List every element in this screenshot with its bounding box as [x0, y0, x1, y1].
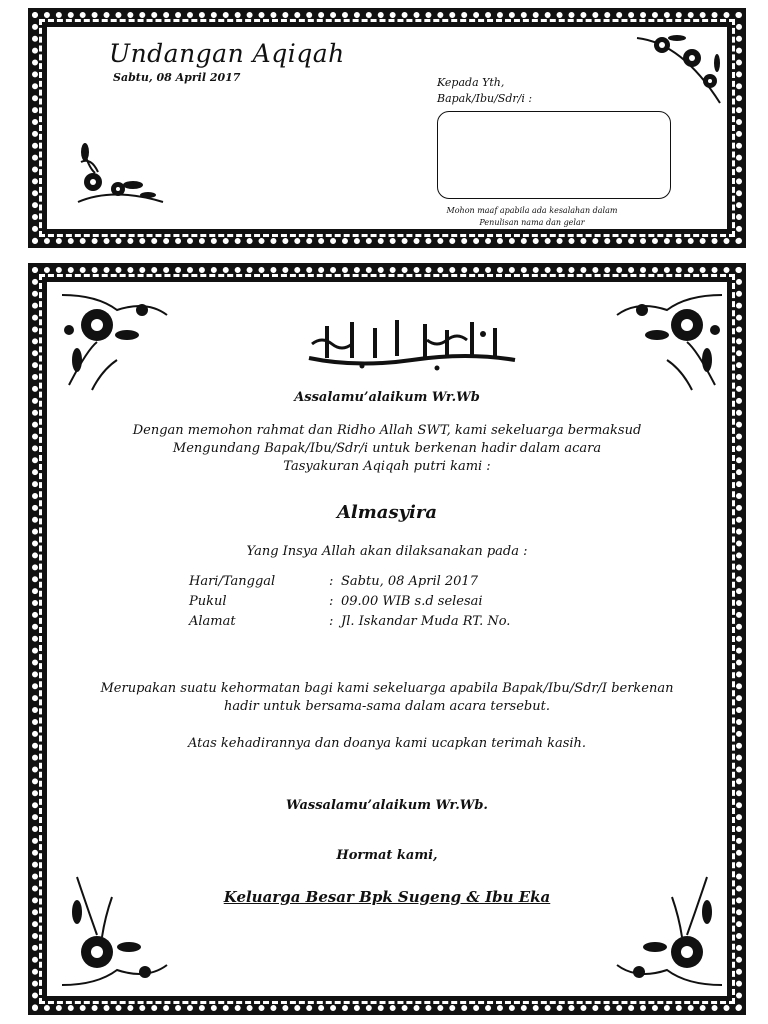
honor-line-2: hadir untuk bersama-sama dalam acara tersebut.: [224, 699, 550, 714]
regards-text: Hormat kami,: [336, 848, 438, 863]
intro-line-2: Mengundang Bapak/Ibu/Sdr/i untuk berkenan hadir dalam acara: [172, 441, 602, 456]
floral-ornament-icon: [57, 290, 172, 395]
floral-ornament-icon: [73, 127, 168, 207]
closing-greeting: Wassalamu’alaikum Wr.Wb.: [286, 798, 488, 813]
recipient-label: [437, 75, 532, 107]
invitation-title: Undangan Aqiqah: [109, 39, 345, 68]
envelope-panel: [45, 25, 729, 231]
recipient-line-2: Bapak/Ibu/Sdr/i :: [437, 92, 533, 105]
intro-line-1: Dengan memohon rahmat dan Ridho Allah SWT, kami sekeluarga bermaksud: [132, 423, 642, 438]
child-name: Almasyira: [336, 502, 438, 523]
apology-note-line-1: Mohon maaf apabila ada kesalahan dalam: [446, 206, 618, 215]
signature-family: Keluarga Besar Bpk Sugeng & Ibu Eka: [223, 888, 551, 906]
recipient-line-1: Kepada Yth,: [437, 76, 505, 89]
basmala-calligraphy-icon: [297, 314, 527, 374]
honor-paragraph: [47, 680, 727, 716]
detail-value: 09.00 WIB s.d selesai: [341, 594, 483, 609]
detail-value: Sabtu, 08 April 2017: [341, 574, 478, 589]
invitation-panel: [45, 280, 729, 998]
floral-ornament-icon: [57, 867, 172, 992]
invitation-card: [28, 263, 746, 1015]
floral-ornament-icon: [612, 290, 727, 395]
honor-line-1: Merupakan suatu kehormatan bagi kami sekeluarga apabila Bapak/Ibu/Sdr/I berkenan: [100, 681, 674, 696]
intro-paragraph: [47, 422, 727, 476]
detail-colon: :: [329, 594, 334, 609]
schedule-intro: Yang Insya Allah akan dilaksanakan pada :: [246, 544, 528, 559]
recipient-name-box[interactable]: [437, 111, 671, 199]
detail-label: Alamat: [189, 614, 236, 629]
greeting: Assalamu’alaikum Wr.Wb: [294, 390, 480, 405]
detail-label: Hari/Tanggal: [189, 574, 276, 589]
detail-label: Pukul: [189, 594, 227, 609]
invitation-date: Sabtu, 08 April 2017: [113, 71, 241, 84]
floral-ornament-icon: [612, 867, 727, 992]
apology-note-line-2: Penulisan nama dan gelar: [479, 218, 585, 227]
apology-note: [437, 205, 627, 229]
envelope-card: [28, 8, 746, 248]
detail-colon: :: [329, 574, 334, 589]
floral-ornament-icon: [632, 33, 727, 108]
detail-colon: :: [329, 614, 334, 629]
intro-line-3: Tasyakuran Aqiqah putri kami :: [283, 459, 491, 474]
thanks-text: Atas kehadirannya dan doanya kami ucapkan terimah kasih.: [187, 736, 587, 751]
detail-value: Jl. Iskandar Muda RT. No.: [341, 614, 511, 629]
